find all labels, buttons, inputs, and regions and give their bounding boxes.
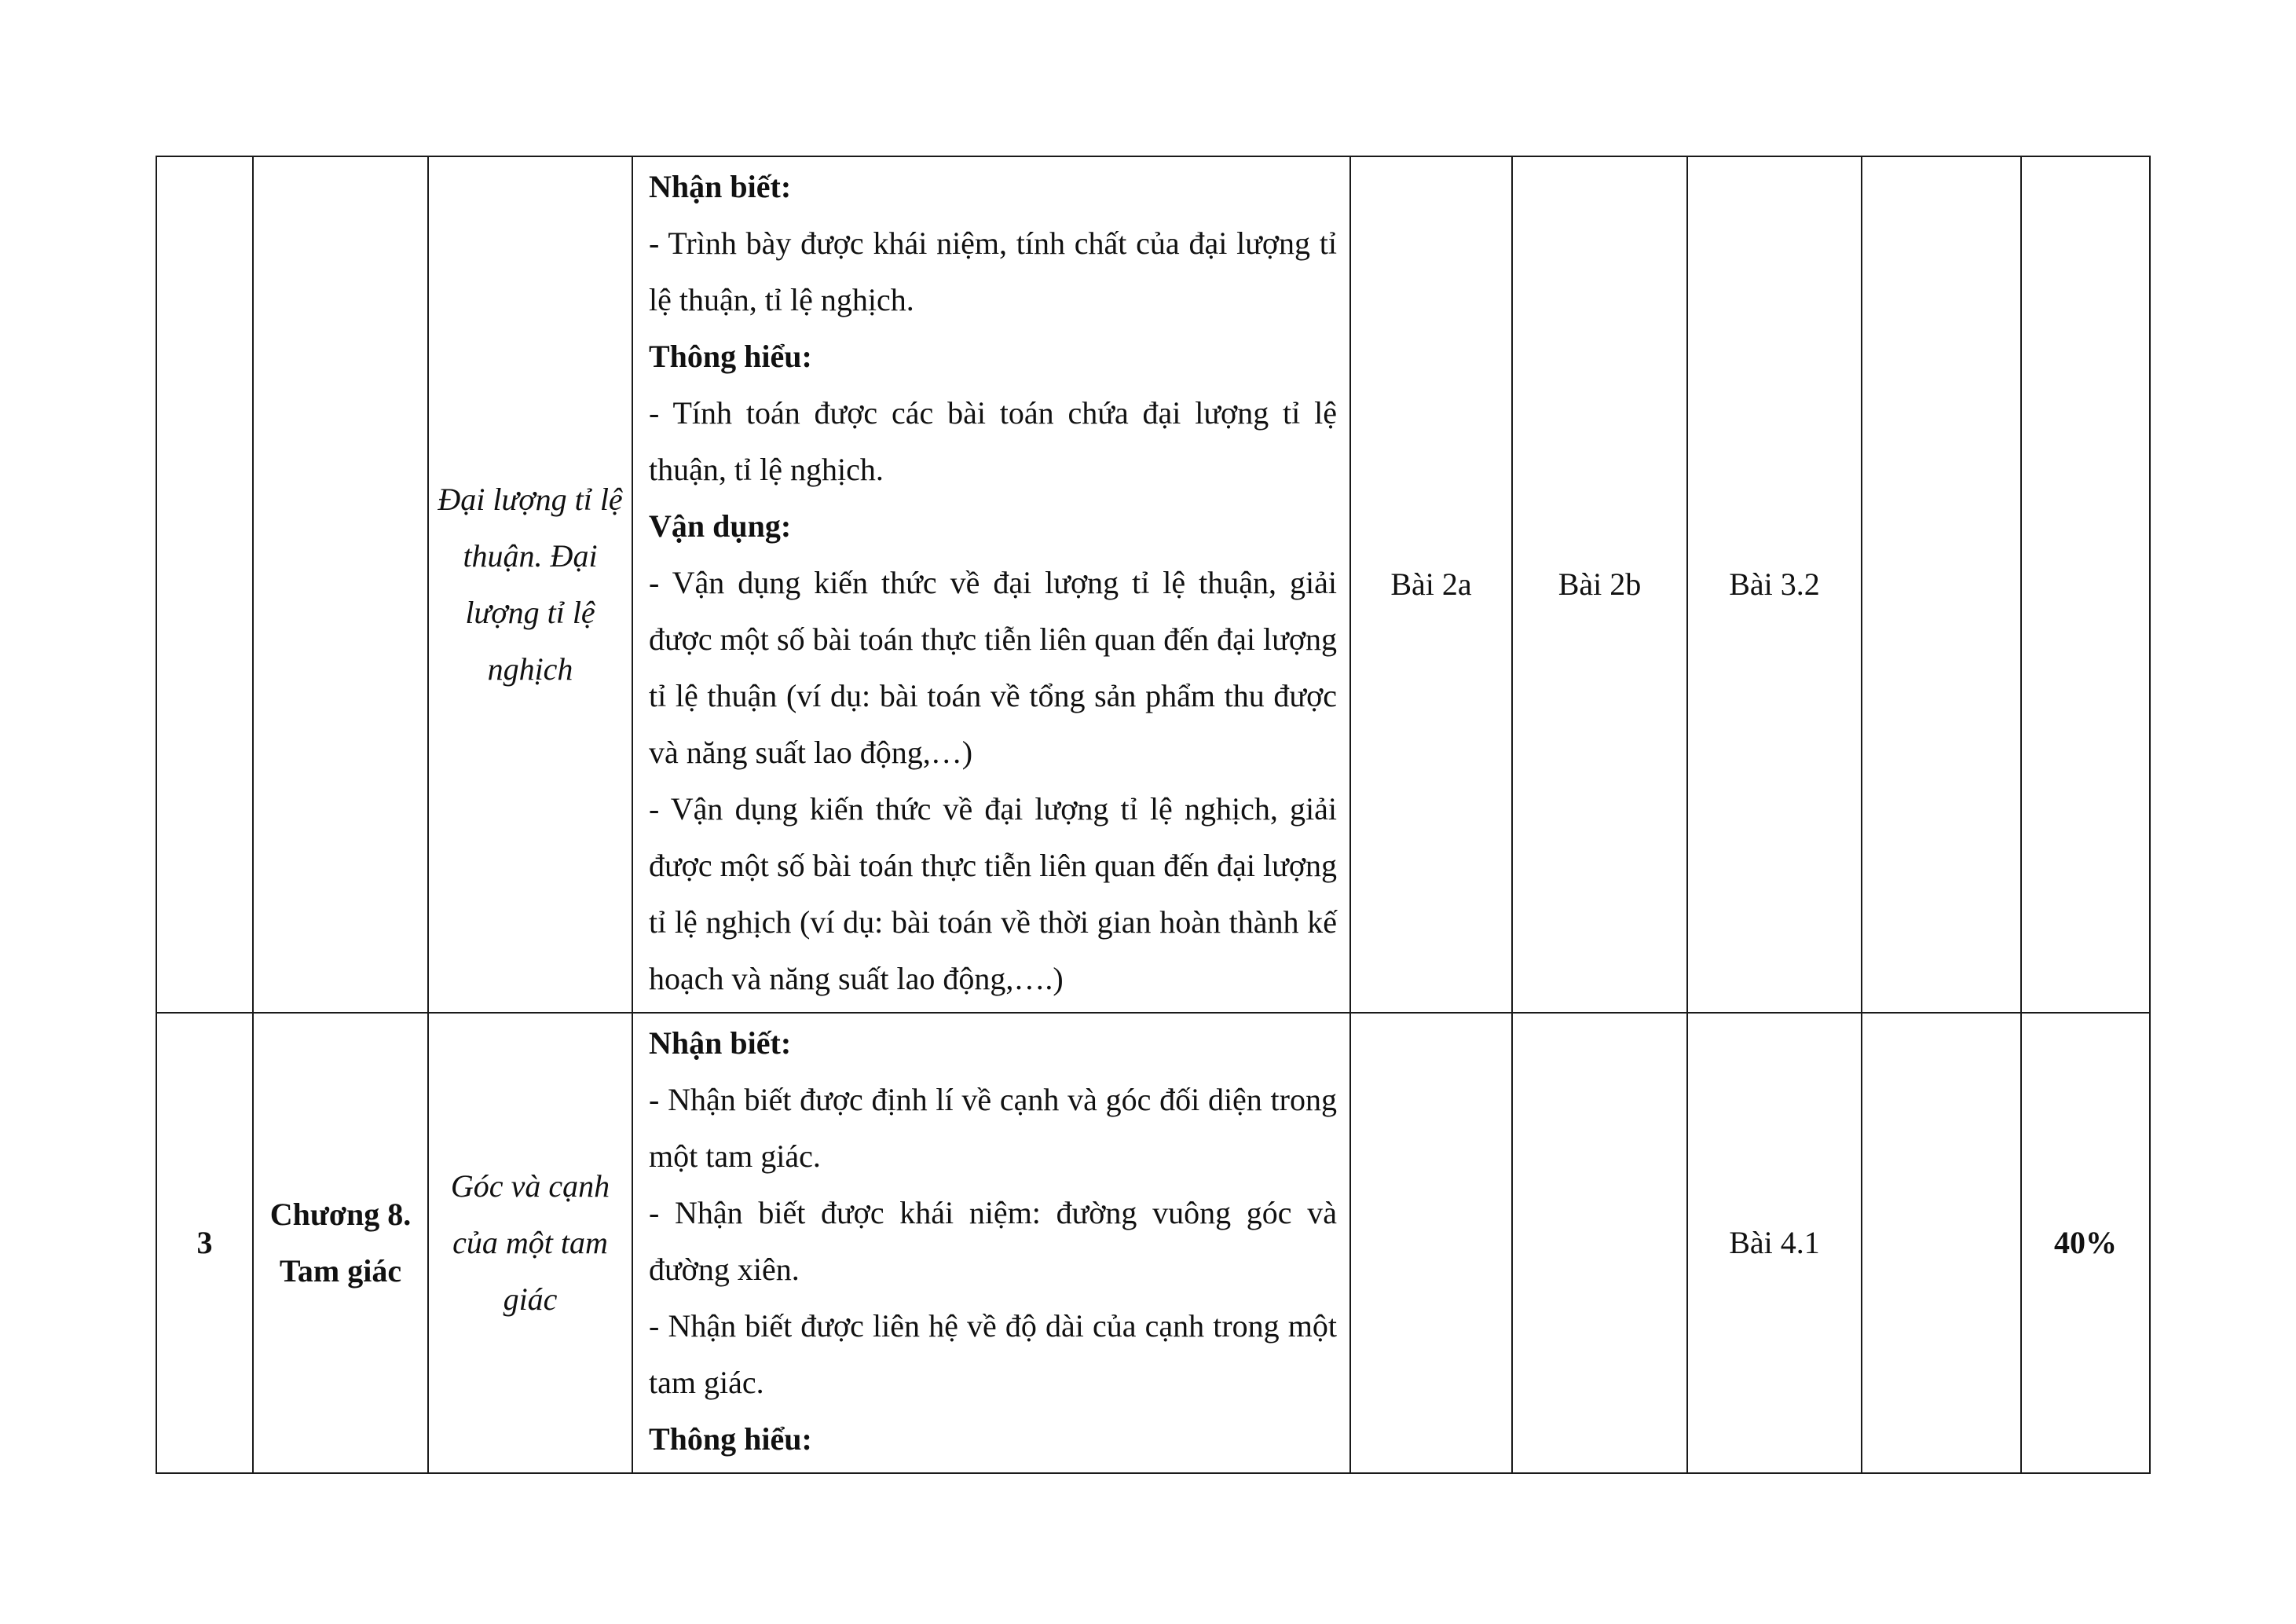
level-heading: Vận dụng: — [649, 508, 792, 544]
van-dung-cao-cell — [1862, 156, 2021, 1013]
content-text: - Vận dụng kiến thức về đại lượng tỉ lệ nghịch, giải được một số bài toán thực tiễn liên quan đến đại lượng tỉ lệ nghịch (ví dụ: bài toán về thời gian hoàn thành kế hoạch và năng suất lao động,….) — [649, 791, 1337, 996]
specification-table — [156, 156, 2151, 1474]
level-heading: Nhận biết: — [649, 1025, 792, 1061]
content-cell — [632, 156, 1350, 1013]
content-text: - Vận dụng kiến thức về đại lượng tỉ lệ thuận, giải được một số bài toán thực tiễn liên quan đến đại lượng tỉ lệ thuận (ví dụ: bài toán về tổng sản phẩm thu được và năng suất lao động,…) — [649, 565, 1337, 770]
thong-hieu-cell: Bài 2b — [1512, 156, 1687, 1013]
content-text: - Nhận biết được khái niệm: đường vuông góc và đường xiên. — [649, 1195, 1337, 1287]
row-number-cell: 3 — [156, 1013, 253, 1473]
content-text: - Trình bày được khái niệm, tính chất của đại lượng tỉ lệ thuận, tỉ lệ nghịch. — [649, 225, 1337, 317]
nhan-biet-cell: Bài 2a — [1350, 156, 1512, 1013]
chapter-cell: Chương 8. Tam giác — [253, 1013, 428, 1473]
van-dung-cell: Bài 3.2 — [1687, 156, 1862, 1013]
content-text: - Tính toán được các bài toán chứa đại lượng tỉ lệ thuận, tỉ lệ nghịch. — [649, 395, 1337, 487]
topic-cell: Góc và cạnh của một tam giác — [428, 1013, 632, 1473]
content-text: - Nhận biết được liên hệ về độ dài của cạnh trong một tam giác. — [649, 1308, 1337, 1400]
level-heading: Nhận biết: — [649, 169, 792, 204]
row-number-cell — [156, 156, 253, 1013]
table-row — [156, 1013, 2150, 1473]
ty-le-cell: 40% — [2021, 1013, 2150, 1473]
content-text: - Nhận biết được định lí về cạnh và góc đối diện trong một tam giác. — [649, 1082, 1337, 1174]
table-row — [156, 156, 2150, 1013]
van-dung-cell: Bài 4.1 — [1687, 1013, 1862, 1473]
van-dung-cao-cell — [1862, 1013, 2021, 1473]
ty-le-cell — [2021, 156, 2150, 1013]
level-heading: Thông hiểu: — [649, 1421, 812, 1457]
thong-hieu-cell — [1512, 1013, 1687, 1473]
topic-cell: Đại lượng tỉ lệ thuận. Đại lượng tỉ lệ nghịch — [428, 156, 632, 1013]
chapter-cell — [253, 156, 428, 1013]
nhan-biet-cell — [1350, 1013, 1512, 1473]
level-heading: Thông hiểu: — [649, 339, 812, 374]
content-cell — [632, 1013, 1350, 1473]
